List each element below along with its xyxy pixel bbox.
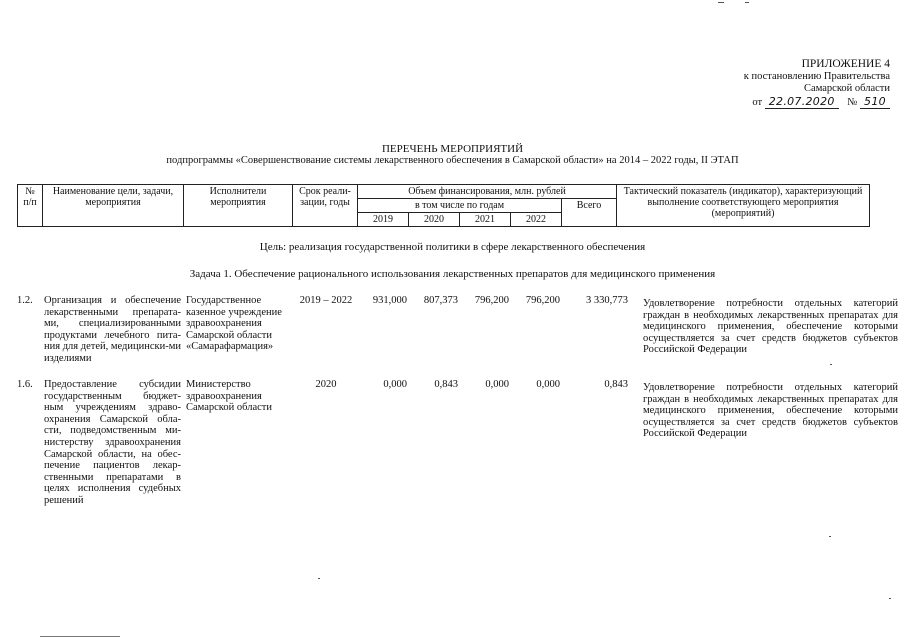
- header-finance: Объем финансирования, млн. рублей: [358, 185, 617, 199]
- header-year-2022: 2022: [511, 213, 562, 227]
- header-year-2020: 2020: [409, 213, 460, 227]
- row-value-2020: 0,843: [434, 379, 458, 390]
- row-value-2022: 0,000: [536, 379, 560, 390]
- scan-speck: [889, 598, 891, 599]
- row-value-2021: 0,000: [485, 379, 509, 390]
- header-executor: Исполнители мероприятия: [184, 185, 293, 227]
- row-executor: Государственное казенное учреждение здравоохранения Самарской области «Самарафармация»: [186, 295, 282, 353]
- header-name: Наименование цели, задачи, мероприятия: [43, 185, 184, 227]
- goal-line: Цель: реализация государственной политики в сфере лекарственного обеспечения: [259, 241, 646, 253]
- row-number: 1.2.: [17, 295, 33, 306]
- scan-speck: [830, 364, 832, 365]
- header-num: № п/п: [18, 185, 43, 227]
- decree-date-line: [700, 96, 890, 110]
- handwritten-number: 510: [860, 96, 890, 110]
- document-title: ПЕРЕЧЕНЬ МЕРОПРИЯТИЙ: [381, 143, 524, 155]
- appendix-line-1: к постановлению Правительства: [743, 70, 890, 82]
- scan-speck: [829, 536, 831, 537]
- header-total: Всего: [562, 199, 617, 227]
- header-by-year: в том числе по годам: [358, 199, 562, 213]
- document-subtitle: подпрограммы «Совершенствование системы лекарственного обеспечения в Самарской области» на 2014 – 2022 годы, II ЭТАП: [166, 155, 739, 166]
- row-term: 2020: [315, 379, 337, 390]
- number-prefix: №: [847, 96, 858, 108]
- row-indicator: Удовлетворение потребности отдельных категорий граждан в необходимых лекарственных препаратах для медицинского применения, обеспечение которыми осуществляется за счет средств бюджетов субъектов Российской Федерации: [643, 382, 898, 440]
- appendix-block: [700, 58, 890, 109]
- header-term: Срок реали-зации, годы: [293, 185, 358, 227]
- scan-speck: [40, 636, 120, 637]
- row-value-2019: 931,000: [372, 295, 407, 306]
- appendix-title: ПРИЛОЖЕНИЕ 4: [801, 58, 890, 70]
- row-name: Предоставление субсидии государственным бюджет-ным учреждениям здраво-охранения Самарской обла-сти, подведомственным ми-нистерству здравоохранения Самарской области, на обес-печение пациентов лекар-ственными препаратами в целях исполнения судебных решений: [44, 379, 181, 506]
- row-number: 1.6.: [17, 379, 33, 390]
- row-total: 3 330,773: [586, 295, 628, 306]
- row-total: 0,843: [604, 379, 628, 390]
- row-indicator: Удовлетворение потребности отдельных категорий граждан в необходимых лекарственных препаратах для медицинского применения, обеспечение которыми осуществляется за счет средств бюджетов субъектов Российской Федерации: [643, 298, 898, 356]
- row-value-2019: 0,000: [383, 379, 407, 390]
- task-line: Задача 1. Обеспечение рационального использования лекарственных препаратов для медицинского применения: [189, 268, 716, 280]
- scan-speck: [745, 2, 749, 3]
- table-header: [17, 184, 870, 227]
- handwritten-date: 22.07.2020: [765, 96, 839, 110]
- scan-speck: [318, 578, 320, 579]
- row-value-2021: 796,200: [474, 295, 509, 306]
- row-executor: Министерство здравоохранения Самарской области: [186, 379, 272, 414]
- appendix-line-2: Самарской области: [804, 83, 890, 94]
- header-indicator: Тактический показатель (индикатор), характеризующий выполнение соответствующего мероприятия (мероприятий): [617, 185, 870, 227]
- row-value-2020: 807,373: [423, 295, 458, 306]
- row-value-2022: 796,200: [525, 295, 560, 306]
- header-year-2019: 2019: [358, 213, 409, 227]
- date-prefix: от: [752, 96, 763, 108]
- scan-speck: [718, 2, 724, 3]
- row-term: 2019 – 2022: [299, 295, 353, 306]
- header-year-2021: 2021: [460, 213, 511, 227]
- row-name: Организация и обеспечение лекарственными препарата-ми, специализированными продуктами лечебного пита-ния для детей, медицински-ми изделиями: [44, 295, 181, 364]
